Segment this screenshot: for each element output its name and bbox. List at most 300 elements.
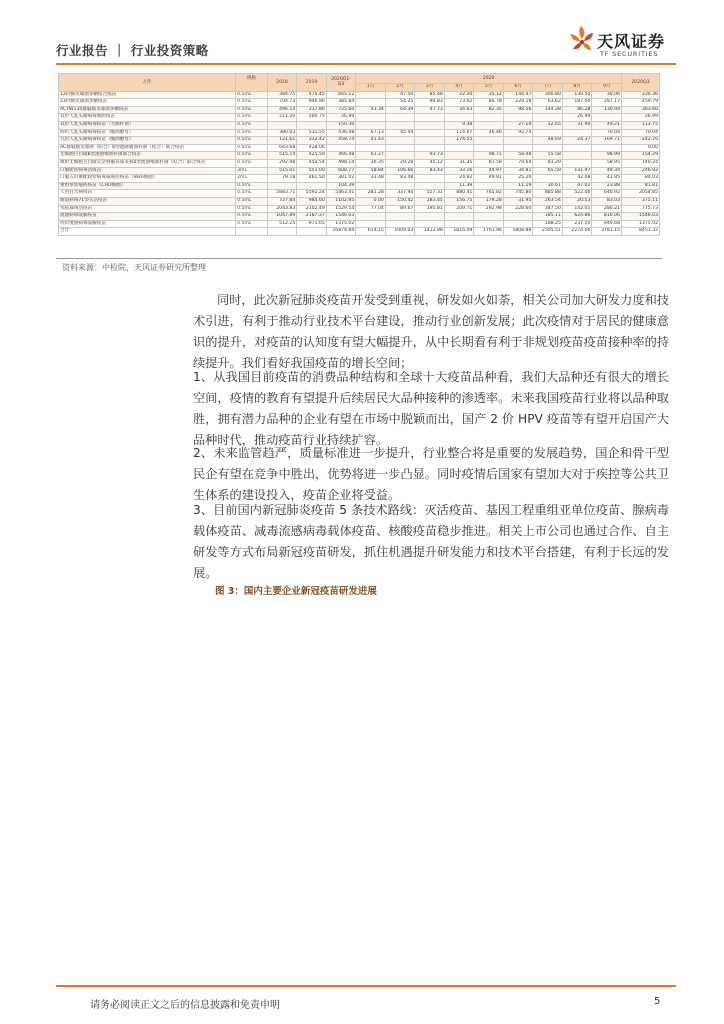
value-cell: 0.00 <box>622 144 660 152</box>
value-cell: 211.20 <box>267 114 297 122</box>
value-cell: 45.44 <box>385 129 415 137</box>
value-cell: 263.54 <box>533 197 563 205</box>
spec-cell: 0.5mL <box>236 220 268 228</box>
value-cell: 337.94 <box>385 190 415 198</box>
value-cell: 42.08 <box>562 175 592 183</box>
value-cell: 121.61 <box>267 137 297 145</box>
value-cell: 106.66 <box>385 167 415 175</box>
value-cell <box>474 220 504 228</box>
value-cell: 5592.24 <box>297 190 327 198</box>
value-cell: 63.62 <box>533 99 563 107</box>
value-cell: 16874.84 <box>326 228 356 236</box>
value-cell <box>474 137 504 145</box>
value-cell <box>356 99 386 107</box>
value-cell: 5883.71 <box>267 190 297 198</box>
value-cell: 515.14 <box>267 152 297 160</box>
vaccine-name-cell: 双价人乳头瘤病毒疫苗（大肠杆菌） <box>59 121 236 129</box>
value-cell: 86.28 <box>562 106 592 114</box>
table-header-cell <box>236 84 268 92</box>
value-cell <box>385 213 415 221</box>
value-cell: 515.01 <box>267 167 297 175</box>
value-cell <box>356 91 386 99</box>
value-cell <box>415 129 445 137</box>
value-cell: 459.79 <box>622 99 660 107</box>
value-cell: 144.47 <box>503 91 533 99</box>
value-cell <box>385 182 415 190</box>
value-cell <box>415 137 445 145</box>
value-cell: 48.69 <box>533 137 563 145</box>
value-cell: 229.18 <box>503 99 533 107</box>
table-row <box>59 197 660 205</box>
paragraph-point-2: 2、未来监管趋严，质量标准进一步提升，行业整合将是重要的发展趋势，国企和骨干型民企有望在竞争中胜出，优势将进一步凸显。同时疫情后国家有望加大对于疾控等公共卫生体系的建设投入，疫苗企业将受益。 <box>193 446 669 502</box>
table-row <box>59 220 660 228</box>
value-cell <box>385 152 415 160</box>
value-cell: 375.11 <box>622 197 660 205</box>
value-cell <box>356 121 386 129</box>
value-cell: 49.34 <box>592 167 622 175</box>
value-cell <box>444 213 474 221</box>
value-cell: 188.25 <box>533 220 563 228</box>
value-cell: 286.21 <box>592 205 622 213</box>
value-cell: 775.73 <box>622 205 660 213</box>
spec-cell: 0.5mL <box>236 121 268 129</box>
value-cell: 187.00 <box>562 99 592 107</box>
vaccine-name-cell: 肠道病毒71型灭活疫苗 <box>59 197 236 205</box>
value-cell: 10.61 <box>533 182 563 190</box>
value-cell <box>562 152 592 160</box>
value-cell <box>415 220 445 228</box>
value-cell: 89.67 <box>385 205 415 213</box>
value-cell: 880.41 <box>444 190 474 198</box>
value-cell: 237.10 <box>562 220 592 228</box>
value-cell: 185.11 <box>533 213 563 221</box>
value-cell <box>562 159 592 167</box>
value-cell: 24.92 <box>444 175 474 183</box>
value-cell <box>533 129 563 137</box>
value-cell: 496.14 <box>267 106 297 114</box>
value-cell: 646.92 <box>592 190 622 198</box>
paragraph-point-3: 3、目前国内新冠肺炎疫苗 5 条技术路线：灭活疫苗、基因工程重组亚单位疫苗、腺病毒载体疫苗、减毒流感病毒载体疫苗、核酸疫苗稳步推进。相关上市公司也通过合作、自主研发等方式布局新冠疫苗研发，抓住机遇提升研发能力和技术平台搭建，有利于长远的发展。 <box>193 503 669 580</box>
value-cell: 83.43 <box>415 167 445 175</box>
table-row <box>59 190 660 198</box>
value-cell <box>592 144 622 152</box>
value-cell: 47.02 <box>562 182 592 190</box>
value-cell: 557.31 <box>415 190 445 198</box>
vaccine-name-cell: 九价人乳头瘤病毒疫苗（酿酒酵母） <box>59 137 236 145</box>
value-cell <box>415 121 445 129</box>
value-cell <box>356 220 386 228</box>
value-cell: 33.16 <box>444 167 474 175</box>
table-header-cell: 1月 <box>356 84 386 92</box>
value-cell: 24.37 <box>562 137 592 145</box>
value-cell: 54.25 <box>385 99 415 107</box>
table-row <box>59 159 660 167</box>
value-cell: 608.77 <box>326 167 356 175</box>
value-cell: 98.56 <box>503 106 533 114</box>
value-cell: 55.58 <box>533 152 563 160</box>
table-row <box>59 121 660 129</box>
value-cell: 330.36 <box>622 91 660 99</box>
value-cell: 281.28 <box>356 190 386 198</box>
table-row <box>59 167 660 175</box>
value-cell <box>562 144 592 152</box>
value-cell: 292.98 <box>474 205 504 213</box>
value-cell: 23.88 <box>592 182 622 190</box>
table-row <box>59 228 660 236</box>
vaccine-name-cell: 23价肺炎球菌多糖疫苗 <box>59 99 236 107</box>
value-cell: 32.65 <box>533 121 563 129</box>
value-cell: 61.27 <box>356 152 386 160</box>
value-cell: 156.75 <box>444 197 474 205</box>
spec-cell: 0.5mL <box>236 159 268 167</box>
value-cell: 179.28 <box>474 197 504 205</box>
value-cell: 73.02 <box>444 99 474 107</box>
value-cell: 246.92 <box>622 167 660 175</box>
vaccine-name-cell: ACYW135群脑膜炎球菌多糖疫苗 <box>59 106 236 114</box>
value-cell: 458.74 <box>326 137 356 145</box>
value-cell: 20.53 <box>562 197 592 205</box>
value-cell: 94.83 <box>415 99 445 107</box>
value-cell <box>474 144 504 152</box>
value-cell: 44.97 <box>474 167 504 175</box>
value-cell: 114.67 <box>444 129 474 137</box>
page-number: 5 <box>654 996 661 1007</box>
value-cell: 765.82 <box>474 190 504 198</box>
value-cell: 1375.02 <box>326 220 356 228</box>
value-cell: 2595.51 <box>533 228 563 236</box>
value-cell: 67.13 <box>356 129 386 137</box>
value-cell: 1546.03 <box>622 213 660 221</box>
spec-cell: 0.5mL <box>236 99 268 107</box>
vaccine-name-cell: 无细胞百白破b型流感嗜血杆菌联合疫苗 <box>59 152 236 160</box>
logo-mark-icon <box>567 24 597 58</box>
value-cell: 30.35 <box>356 159 386 167</box>
value-cell: 26.99 <box>622 114 660 122</box>
value-cell: 64.39 <box>385 106 415 114</box>
vaccine-name-cell: 合计 <box>59 228 236 236</box>
vaccine-name-cell: 口服轮状病毒活疫苗 <box>59 167 236 175</box>
value-cell: 58.95 <box>592 159 622 167</box>
value-cell: 300.80 <box>533 91 563 99</box>
value-cell: 461.50 <box>297 175 327 183</box>
table-row <box>59 129 660 137</box>
value-cell: 84.78 <box>474 99 504 107</box>
vaccine-name-cell: 吸附无细胞百白破灭活脊髓灰质炎和b型流感嗜血杆菌（结合）联合疫苗 <box>59 159 236 167</box>
footer-divider <box>56 985 676 987</box>
value-cell: 337.86 <box>297 106 327 114</box>
value-cell: 39.06 <box>592 91 622 99</box>
value-cell: 209.71 <box>444 205 474 213</box>
value-cell: 58.84 <box>356 167 386 175</box>
spec-cell: 0.5mL <box>236 213 268 221</box>
value-cell: 29.28 <box>385 159 415 167</box>
vaccine-name-cell: 重组带状疱疹疫苗（CHO细胞） <box>59 182 236 190</box>
spec-cell: 0.5mL <box>236 91 268 99</box>
value-cell: 11.39 <box>444 182 474 190</box>
value-cell: 1375.02 <box>622 220 660 228</box>
value-cell: 82.35 <box>474 106 504 114</box>
spec-cell: 0.5mL <box>236 144 268 152</box>
value-cell: 384.75 <box>267 91 297 99</box>
value-cell: 11.19 <box>503 182 533 190</box>
table-header-cell: 6月 <box>503 84 533 92</box>
spec-cell: 0.5mL <box>236 114 268 122</box>
table-row <box>59 182 660 190</box>
vaccine-batch-table <box>58 73 660 236</box>
value-cell: 242.76 <box>622 137 660 145</box>
value-cell: 70.04 <box>592 129 622 137</box>
paragraph-outlook: 同时，此次新冠肺炎疫苗开发受到重视，研发如火如荼，相关公司加大研发力度和技术引进，有利于推动行业技术平台建设，推动行业创新发展；此次疫情对于居民的健康意识的提升，对疫苗的认知度有望大幅提升，从中长期看有利于非规划疫苗疫苗接种率的持续提升。我们看好我国疫苗的增长空间； <box>193 293 669 370</box>
value-cell: 81.81 <box>622 182 660 190</box>
value-cell: 3781.15 <box>592 228 622 236</box>
value-cell: 363.60 <box>622 106 660 114</box>
value-cell: 131.97 <box>562 167 592 175</box>
table-header-cell: 8月 <box>562 84 592 92</box>
value-cell <box>503 144 533 152</box>
value-cell <box>297 182 327 190</box>
value-cell <box>297 121 327 129</box>
value-cell: 450.54 <box>297 159 327 167</box>
value-cell: 292.98 <box>267 159 297 167</box>
value-cell <box>474 114 504 122</box>
value-cell: 522.06 <box>562 190 592 198</box>
value-cell: 142.01 <box>562 205 592 213</box>
value-cell: 1546.03 <box>326 213 356 221</box>
value-cell: 1529.54 <box>326 205 356 213</box>
value-cell <box>297 228 327 236</box>
vaccine-name-cell: 四价人乳头瘤病毒疫苗（酿酒酵母） <box>59 129 236 137</box>
value-cell: 47.50 <box>385 91 415 99</box>
table-header-cell: 5月 <box>474 84 504 92</box>
value-cell: 301.02 <box>326 175 356 183</box>
table-row <box>59 144 660 152</box>
value-cell: 27.19 <box>503 121 533 129</box>
value-cell: 0.00 <box>356 197 386 205</box>
value-cell: 498.14 <box>326 159 356 167</box>
vaccine-name-cell: AC群脑膜炎球菌（结合）b型流感嗜血杆菌（结合）联合疫苗 <box>59 144 236 152</box>
value-cell: 428.06 <box>297 144 327 152</box>
value-cell <box>385 137 415 145</box>
value-cell: 512.25 <box>267 220 297 228</box>
vaccine-name-cell: 口服五价重配轮状病毒减毒活疫苗（Vero细胞） <box>59 175 236 183</box>
value-cell: 49.91 <box>474 175 504 183</box>
value-cell: 41.43 <box>356 137 386 145</box>
value-cell: 195.81 <box>415 205 445 213</box>
table-row <box>59 99 660 107</box>
value-cell: 436.48 <box>326 129 356 137</box>
value-cell <box>267 121 297 129</box>
value-cell: 1047.89 <box>267 213 297 221</box>
table-header-cell: 2019 <box>297 74 327 92</box>
table-source-note: 资料来源：中检院，天风证券研究所整理 <box>62 263 206 272</box>
value-cell: 2054.85 <box>622 190 660 198</box>
vaccine-name-cell: 水痘减毒活疫苗 <box>59 205 236 213</box>
spec-cell <box>236 228 268 236</box>
value-cell: 1808.88 <box>503 228 533 236</box>
value-cell: 971.05 <box>297 220 327 228</box>
header-divider <box>56 63 676 65</box>
tf-securities-logo <box>567 20 677 64</box>
value-cell <box>533 175 563 183</box>
value-cell: 380.03 <box>267 129 297 137</box>
value-cell: 33.48 <box>356 175 386 183</box>
value-cell: 25.20 <box>503 175 533 183</box>
spec-cell: 0.5mL <box>236 152 268 160</box>
value-cell: 946.96 <box>297 99 327 107</box>
value-cell: 283.45 <box>415 197 445 205</box>
value-cell <box>444 144 474 152</box>
vaccine-name-cell: 13价肺炎球菌多糖结合疫苗 <box>59 91 236 99</box>
table-header-group: 2020 <box>356 74 622 84</box>
value-cell: 130.50 <box>562 91 592 99</box>
table-header-cell: 2018 <box>267 74 297 92</box>
table-header-cell: 万件 <box>59 74 236 92</box>
value-cell: 26.99 <box>326 114 356 122</box>
value-cell: 58.48 <box>503 152 533 160</box>
value-cell: 2043.83 <box>267 205 297 213</box>
value-cell <box>385 121 415 129</box>
value-cell: 150.30 <box>326 121 356 129</box>
value-cell <box>415 114 445 122</box>
value-cell <box>533 114 563 122</box>
value-cell: 551.00 <box>297 167 327 175</box>
table-row <box>59 106 660 114</box>
value-cell: 46.46 <box>474 129 504 137</box>
value-cell: 98.99 <box>592 152 622 160</box>
value-cell: 745.80 <box>503 190 533 198</box>
value-cell <box>474 121 504 129</box>
value-cell: 34.63 <box>444 106 474 114</box>
table-row <box>59 114 660 122</box>
value-cell: 466.48 <box>326 152 356 160</box>
value-cell: 85.48 <box>415 91 445 99</box>
value-cell <box>592 114 622 122</box>
value-cell: 332.42 <box>297 137 327 145</box>
table-row <box>59 91 660 99</box>
value-cell: 624.86 <box>562 213 592 221</box>
value-cell: 77.04 <box>356 205 386 213</box>
value-cell: 26.99 <box>562 114 592 122</box>
value-cell: 643.68 <box>267 144 297 152</box>
value-cell: 31.35 <box>444 159 474 167</box>
value-cell <box>326 144 356 152</box>
table-header-cell: 2月 <box>385 84 415 92</box>
value-cell: 2187.37 <box>297 213 327 221</box>
value-cell: 22.20 <box>444 91 474 99</box>
value-cell: 2102.49 <box>297 205 327 213</box>
value-cell: 70.04 <box>622 129 660 137</box>
value-cell: 47.73 <box>415 106 445 114</box>
value-cell <box>444 220 474 228</box>
value-cell: 665.12 <box>326 91 356 99</box>
value-cell: 140.24 <box>622 159 660 167</box>
value-cell: 425.59 <box>297 152 327 160</box>
value-cell: 81.29 <box>533 159 563 167</box>
value-cell <box>415 175 445 183</box>
value-cell: 531.55 <box>297 129 327 137</box>
value-cell: 8451.32 <box>622 228 660 236</box>
value-cell: 347.50 <box>533 205 563 213</box>
value-cell: 5463.41 <box>326 190 356 198</box>
value-cell: 614.15 <box>356 228 386 236</box>
value-cell <box>533 144 563 152</box>
vaccine-name-cell: 四价流感病毒裂解疫苗 <box>59 220 236 228</box>
value-cell <box>356 213 386 221</box>
value-cell <box>415 213 445 221</box>
value-cell: 150.42 <box>385 197 415 205</box>
table-header-cell: 2020Q1-Q3 <box>326 74 356 92</box>
value-cell <box>356 182 386 190</box>
value-cell: 949.68 <box>592 220 622 228</box>
table-row <box>59 205 660 213</box>
value-cell: 2274.66 <box>562 228 592 236</box>
value-cell: 1009.03 <box>385 228 415 236</box>
value-cell <box>503 213 533 221</box>
table-row <box>59 175 660 183</box>
vaccine-name-cell: 人用狂犬病疫苗 <box>59 190 236 198</box>
value-cell: 200.75 <box>297 114 327 122</box>
value-cell <box>474 213 504 221</box>
value-cell: 130.94 <box>592 106 622 114</box>
value-cell <box>385 114 415 122</box>
value-cell <box>356 144 386 152</box>
value-cell: 174.55 <box>444 137 474 145</box>
table-row <box>59 152 660 160</box>
footer-disclaimer: 请务必阅读正文之后的信息披露和免责申明 <box>90 1000 280 1011</box>
value-cell: 475.45 <box>297 91 327 99</box>
spec-cell: 0.5mL <box>236 190 268 198</box>
value-cell: 816.06 <box>592 213 622 221</box>
value-cell: 31.95 <box>503 197 533 205</box>
value-cell: 885.88 <box>533 190 563 198</box>
value-cell: 169.71 <box>592 137 622 145</box>
value-cell: 704.73 <box>267 99 297 107</box>
logo-chinese-text: 天风证券 <box>597 32 666 51</box>
value-cell: 727.84 <box>267 197 297 205</box>
value-cell <box>385 220 415 228</box>
value-cell: 228.60 <box>503 205 533 213</box>
value-cell: 1761.96 <box>474 228 504 236</box>
table-header-cell: 7月 <box>533 84 563 92</box>
value-cell: 1816.09 <box>444 228 474 236</box>
value-cell: 84.03 <box>622 175 660 183</box>
value-cell <box>356 114 386 122</box>
value-cell: 79.18 <box>267 175 297 183</box>
source-divider <box>56 258 662 259</box>
table-header-cell: 4月 <box>444 84 474 92</box>
spec-cell: 0.5mL <box>236 205 268 213</box>
value-cell: 92.74 <box>503 129 533 137</box>
value-cell: 154.29 <box>622 152 660 160</box>
value-cell <box>415 144 445 152</box>
spec-cell: 0.5mL <box>236 137 268 145</box>
value-cell: 49.21 <box>592 121 622 129</box>
table-header-cell: 2020Q3 <box>622 74 660 92</box>
value-cell: 43.34 <box>356 106 386 114</box>
value-cell <box>267 182 297 190</box>
value-cell: 41.95 <box>592 175 622 183</box>
table-header-cell: 9月 <box>592 84 622 92</box>
value-cell <box>474 182 504 190</box>
vaccine-name-cell: 双价人乳头瘤病毒吸附疫苗 <box>59 114 236 122</box>
figure-title: 图 3：国内主要企业新冠疫苗研发进展 <box>215 586 377 597</box>
spec-cell: 0.5mL <box>236 182 268 190</box>
value-cell <box>503 220 533 228</box>
table-header-cell: 规格 <box>236 74 268 84</box>
value-cell: 34.81 <box>503 167 533 175</box>
value-cell: 725.60 <box>326 106 356 114</box>
value-cell: 104.39 <box>326 182 356 190</box>
